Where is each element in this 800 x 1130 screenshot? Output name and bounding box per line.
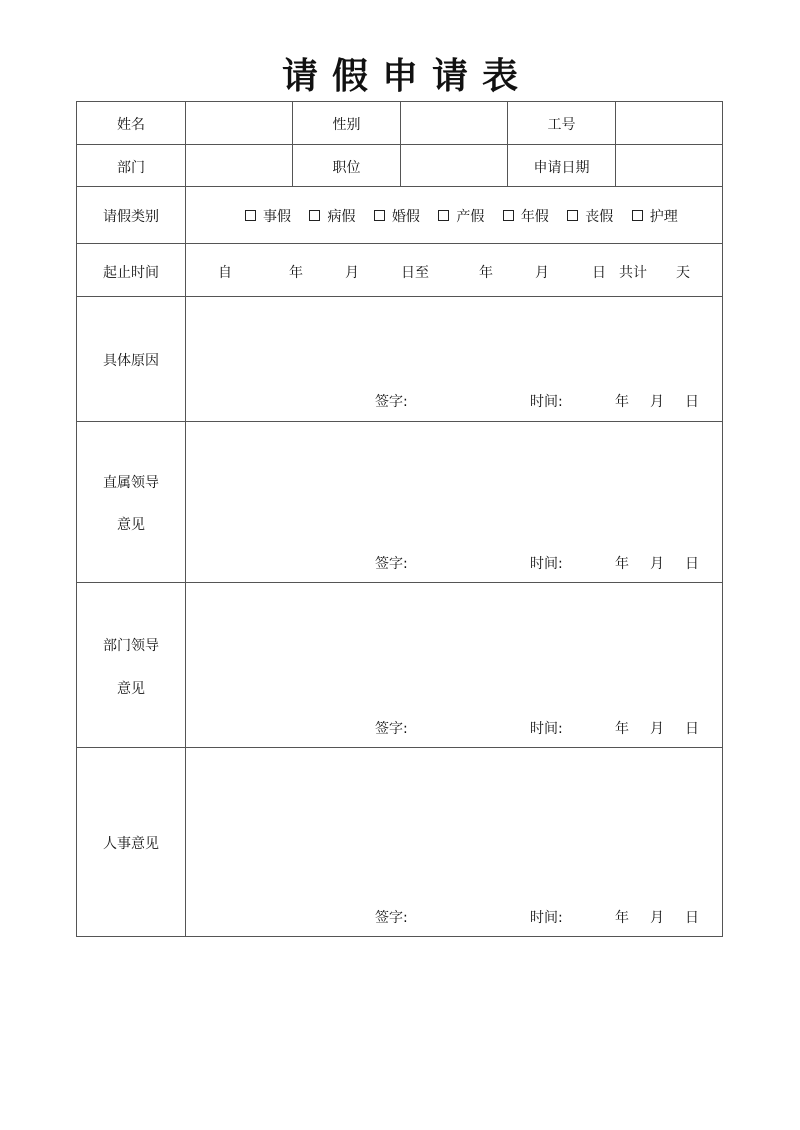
hr-month: 月 (650, 910, 664, 926)
dept-leader-opinion-field[interactable] (186, 583, 723, 708)
dept-leader-label: 部门领导 (103, 638, 159, 654)
hr-opinion-label: 人事意见 (103, 836, 159, 852)
leave-type-label: 请假类别 (103, 209, 159, 225)
checkbox-icon[interactable] (503, 210, 514, 221)
reason-month: 月 (650, 394, 664, 410)
department-label: 部门 (117, 160, 145, 176)
dept-leader-year: 年 (615, 721, 629, 737)
dept-leader-day: 日 (685, 721, 699, 737)
dept-leader-signature-label: 签字: (375, 721, 408, 737)
period-day-2: 日 (592, 265, 606, 281)
checkbox-icon[interactable] (438, 210, 449, 221)
checkbox-icon[interactable] (567, 210, 578, 221)
direct-leader-opinion-field[interactable] (186, 422, 723, 547)
apply-date-label: 申请日期 (533, 160, 590, 176)
reason-year: 年 (615, 394, 629, 410)
department-field[interactable] (186, 145, 292, 186)
name-field[interactable] (186, 102, 292, 144)
checkbox-icon[interactable] (309, 210, 320, 221)
reason-label: 具体原因 (103, 353, 159, 369)
employee-id-field[interactable] (616, 102, 723, 144)
leave-option-sick[interactable]: 病假 (309, 206, 355, 226)
position-label: 职位 (332, 160, 361, 176)
reason-time-label: 时间: (530, 394, 563, 410)
dept-leader-label-2: 意见 (117, 681, 145, 697)
leave-option-bereavement[interactable]: 丧假 (567, 206, 613, 226)
leave-option-annual[interactable]: 年假 (503, 206, 549, 226)
leave-option-personal[interactable]: 事假 (245, 206, 291, 226)
apply-date-field[interactable] (616, 145, 723, 186)
hr-opinion-field[interactable] (186, 748, 723, 898)
hr-day: 日 (685, 910, 699, 926)
hr-time-label: 时间: (530, 910, 563, 926)
direct-leader-label: 直属领导 (103, 475, 159, 491)
name-label: 姓名 (117, 117, 145, 133)
gender-label: 性别 (332, 117, 361, 133)
period-label: 起止时间 (103, 265, 159, 281)
direct-leader-year: 年 (615, 556, 629, 572)
leave-type-options (245, 206, 692, 226)
direct-leader-month: 月 (650, 556, 664, 572)
checkbox-icon[interactable] (374, 210, 385, 221)
page-title: 请假申请表 (281, 56, 532, 97)
leave-option-marriage[interactable]: 婚假 (374, 206, 420, 226)
period-year-2: 年 (479, 265, 493, 281)
direct-leader-time-label: 时间: (530, 556, 563, 572)
leave-option-maternity[interactable]: 产假 (438, 206, 484, 226)
reason-field[interactable] (186, 297, 723, 387)
period-day-to: 日至 (401, 265, 429, 281)
dept-leader-month: 月 (650, 721, 664, 737)
leave-form (76, 101, 723, 937)
period-total: 共计 (619, 265, 647, 281)
reason-day: 日 (685, 394, 699, 410)
position-field[interactable] (401, 145, 507, 186)
period-month-2: 月 (535, 265, 549, 281)
hr-year: 年 (615, 910, 629, 926)
checkbox-icon[interactable] (632, 210, 643, 221)
period-from: 自 (218, 265, 232, 281)
period-days: 天 (676, 265, 690, 281)
dept-leader-time-label: 时间: (530, 721, 563, 737)
period-year-1: 年 (289, 265, 303, 281)
checkbox-icon[interactable] (245, 210, 256, 221)
direct-leader-day: 日 (685, 556, 699, 572)
hr-signature-label: 签字: (375, 910, 408, 926)
direct-leader-signature-label: 签字: (375, 556, 408, 572)
gender-field[interactable] (401, 102, 507, 144)
direct-leader-label-2: 意见 (117, 517, 145, 533)
employee-id-label: 工号 (547, 117, 576, 133)
reason-signature-label: 签字: (375, 394, 408, 410)
leave-option-nursing[interactable]: 护理 (632, 206, 678, 226)
period-month-1: 月 (345, 265, 359, 281)
